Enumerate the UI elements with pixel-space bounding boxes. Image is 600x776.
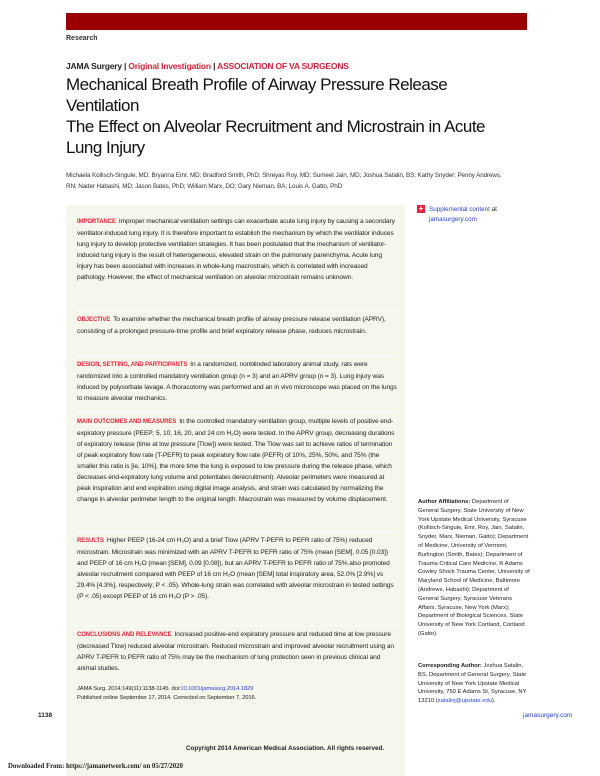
article-title: Mechanical Breath Profile of Airway Pressure Release Ventilation [66,75,448,115]
divider [77,531,397,532]
journal-name: JAMA Surgery [66,61,122,71]
supplemental-link[interactable]: Supplemental content [429,206,490,213]
section-text: Improper mechanical ventilation settings can exacerbate acute lung injury by causing a secondary ventilator-induced lung injury. It is therefore important to establish the mechanism by which the ventilator induces lung injury to develop protective ventilation strategies. It has been postulated that the mechanism of ventilator-induced lung injury is the result of heterogeneous, elevated strain on the pulmonary parenchyma. Acute lung injury has been associated with increases in whole-lung macrostrain, which is correlated with increased pathology. However, the effect of mechanical ventilation on alveolar microstrain remains unknown. [77,218,395,281]
copyright: Copyright 2014 American Medical Association. All rights reserved. [186,745,385,752]
section-text: In the controlled mandatory ventilation group, multiple levels of positive end-expiratory pressure (PEEP; 5, 10, 16, 20, and 24 cm H₂O) were tested. In the APRV group, decreasing durations of expiratory release (time at low pressure [Tlow]) were tested. The Tlow was set to achieve ratios of termination of peak expiratory flow rate (T-PEFR) to peak expiratory flow rate (PEFR) of 10%, 25%, 50%, and 75% (the smaller this ratio is [ie, 10%], the more time the lung is exposed to low pressure during the release phase, which decreases end-expiratory lung volume and potentiates derecruitment). Alveolar perimeters were measured at peak inspiration and end expiration using digital image analysis, and strain was calculated by normalizing the change in alveolar perimeter length to the original length. Macrostrain was measured by volume displacement. [77,418,395,503]
association: ASSOCIATION OF VA SURGEONS [217,61,349,71]
abstract-outcomes [77,416,397,505]
citation [77,685,397,703]
supplemental-site-link[interactable]: jamasurgery.com [429,215,477,223]
affiliations-label: Author Affiliations: [418,499,471,505]
journal-header-bar [66,13,527,30]
section-heading: CONCLUSIONS AND RELEVANCE [77,632,172,638]
article-subtitle: The Effect on Alveolar Recruitment and Microstrain in Acute Lung Injury [66,117,486,157]
separator: | [124,61,127,71]
abstract-importance [77,216,397,283]
download-notice: Downloaded From: https://jamanetwork.com/ on 05/27/2020 [8,763,183,770]
divider [77,310,397,311]
corresponding-label: Corresponding Author: [418,663,482,669]
separator: | [213,61,216,71]
author-affiliations [418,498,530,639]
page-number: 1138 [38,712,53,719]
corresponding-author [418,662,530,706]
corresponding-end: ). [491,698,496,705]
section-heading: OBJECTIVE [77,317,111,323]
author-list: Michaela Kollisch-Singule, MD; Bryanna Emr, MD; Bradford Smith, PhD; Shreyas Roy, MD; Sumeet Jain, MD; Joshua Satalin, BS; Kathy Snyder; Penny Andrews, RN; Nader Habashi, MD; Jason Bates, PhD; William Marx, DO; Gary Nieman, BA; Louis A. Gatto, PhD [66,172,502,190]
section-heading: IMPORTANCE [77,219,116,225]
divider [77,625,397,626]
section-text: In a randomized, nonblinded laboratory animal study, rats were randomized into a controlled mandatory ventilation group (n = 3) and an APRV group (n = 3). Lung injury was induced by polysorbate lavage. A thoracotomy was performed and an in vivo microscope was placed on the lungs to measure alveolar mechanics. [77,361,397,402]
abstract-conclusions [77,629,397,674]
abstract-design [77,359,397,404]
footer-site-link[interactable]: jamasurgery.com [523,712,573,719]
supplemental-at: at [491,206,497,213]
email-link[interactable]: satalinj@upstate.edu [437,698,492,705]
corresponding-text: Joshua Satalin, BS, Department of General Surgery, State University of New York Upstate Medical University, 750 E Adams St, Syracuse, NY 13210 ( [418,663,527,705]
abstract-results [77,535,397,602]
supplemental-content [417,205,497,224]
section-heading: DESIGN, SETTING, AND PARTICIPANTS [77,362,188,368]
section-heading: MAIN OUTCOMES AND MEASURES [77,419,177,425]
abstract-objective [77,314,397,337]
publication-date: Published online September 17, 2014. Corrected on September 7, 2016. [77,695,257,701]
doi-link[interactable]: 10.1001/jamasurg.2014.1829 [180,686,254,692]
abstract-box [66,205,405,776]
section-text: Higher PEEP (16-24 cm H₂O) and a brief Tlow (APRV T-PEFR to PEFR ratio of 75%) reduced microstrain. Microstrain was minimized with an APRV T-PEFR to PEFR ratio of 75% (mean [SEM], 0.05 [0.03]) and PEEP of 16 cm H₂O (mean [SEM], 0.09 [0.08]), but an APRV T-PEFR to PEFR ratio of 75% also promoted alveolar recruitment compared with PEEP of 16 cm H₂O (mean [SEM] total inspiratory area, 52.0% [2.9%] vs 29.4% [4.3%], respectively; P < .05). Whole-lung strain was correlated with alveolar microstrain in tested settings (P < .05) except PEEP of 16 cm H₂O (P > .05). [77,537,394,600]
section-text: To examine whether the mechanical breath profile of airway pressure release ventilation (APRV), consisting of a prolonged pressure-time profile and brief expiratory release phase, reduces microstrain. [77,316,386,335]
divider [77,355,397,356]
article-type: Original Investigation [128,61,211,71]
citation-text: JAMA Surg. 2014;149(11):1138-1145. doi: [77,686,181,692]
section-label: Research [66,35,98,42]
divider [77,412,397,413]
section-text: Increased positive-end expiratory pressure and reduced time at low pressure (decreased Tlow) reduced alveolar microstrain. Reduced microstrain and improved alveolar recruitment using an APRV T-PEFR to PEFR ratio of 75% may be the mechanism of lung protection seen in previous clinical and animal studies. [77,631,394,672]
affiliations-text: Department of General Surgery, State University of New York Upstate Medical University, Syracuse (Kollisch-Singule, Emr, Roy, Jain, Satalin, Snyder, Marx, Nieman, Gatto); Department of Medicine, University of Vermont, Burlington (Smith, Bates); Department of Trauma Critical Care Medicine, R Adams Cowley Shock Trauma Center, University of Maryland School of Medicine, Baltimore (Andrews, Habashi); Department of General Surgery, Syracuse Veterans Affairs, Syracuse, New York (Marx); Department of Biological Sciences, State University of New York Cortland, Cortland (Gatto). [418,499,530,637]
section-heading: RESULTS [77,538,104,544]
plus-icon: + [418,204,424,213]
article-kicker [66,61,349,71]
